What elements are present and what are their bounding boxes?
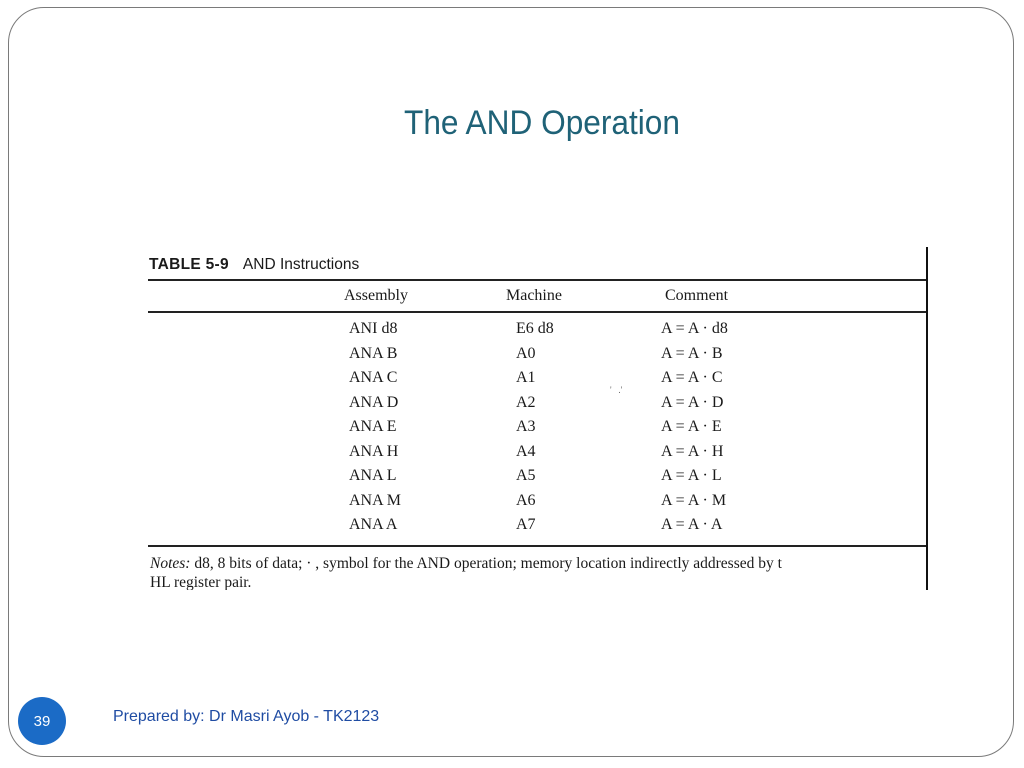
cell-assembly: ANA E xyxy=(349,418,397,435)
cell-machine: E6 d8 xyxy=(516,320,554,337)
slide-title: The AND Operation xyxy=(404,104,680,142)
table-header-rule xyxy=(148,311,928,313)
table-body xyxy=(148,320,928,541)
and-instructions-table xyxy=(148,247,928,590)
notes-label: Notes: xyxy=(150,555,191,572)
table-number: TABLE 5-9 xyxy=(149,256,229,273)
cell-assembly: ANA M xyxy=(349,491,402,509)
cell-assembly: ANA C xyxy=(349,369,398,386)
cell-comment: A = A · D xyxy=(661,393,724,411)
cell-comment: A = A · A xyxy=(661,516,723,533)
table-bottom-rule xyxy=(148,545,928,547)
table-row xyxy=(148,492,928,517)
table-row xyxy=(148,320,928,345)
cell-machine: A1 xyxy=(516,369,536,386)
table-row xyxy=(148,369,928,394)
cell-machine: A0 xyxy=(516,344,536,362)
cell-comment: A = A · H xyxy=(661,442,724,460)
cell-comment: A = A · E xyxy=(661,418,722,435)
cell-machine: A7 xyxy=(516,516,536,533)
header-assembly: Assembly xyxy=(344,287,408,304)
slide-number-badge: 39 xyxy=(18,697,66,745)
cell-assembly: ANA A xyxy=(349,516,398,533)
cell-assembly: ANA H xyxy=(349,442,399,460)
cell-machine: A5 xyxy=(516,467,536,484)
cell-comment: A = A · C xyxy=(661,369,723,386)
table-top-rule xyxy=(148,279,928,281)
table-name: AND Instructions xyxy=(242,256,360,273)
scan-specks: ' .' xyxy=(610,385,623,395)
cell-comment: A = A · d8 xyxy=(661,320,728,337)
notes-line1: d8, 8 bits of data; · , symbol for the AND operation; memory location indirectly addressed by t xyxy=(190,555,782,572)
scan-right-edge xyxy=(926,247,928,590)
cell-machine: A4 xyxy=(516,442,536,460)
table-row xyxy=(148,443,928,468)
cell-machine: A3 xyxy=(516,418,536,435)
table-row xyxy=(148,418,928,443)
cell-comment: A = A · M xyxy=(661,491,727,509)
notes-line2: HL register pair. xyxy=(150,574,252,590)
cell-assembly: ANA L xyxy=(349,467,397,484)
table-notes xyxy=(150,554,782,590)
table-caption xyxy=(149,256,359,274)
table-row xyxy=(148,394,928,419)
table-row xyxy=(148,516,928,541)
cell-machine: A6 xyxy=(516,491,536,509)
header-comment: Comment xyxy=(665,287,729,304)
cell-comment: A = A · B xyxy=(661,344,723,362)
cell-assembly: ANA D xyxy=(349,393,399,411)
cell-assembly: ANA B xyxy=(349,344,398,362)
cell-assembly: ANI d8 xyxy=(349,320,398,337)
cell-machine: A2 xyxy=(516,393,536,411)
cell-comment: A = A · L xyxy=(661,467,722,484)
header-machine: Machine xyxy=(506,287,562,304)
footer-text: Prepared by: Dr Masri Ayob - TK2123 xyxy=(113,708,380,725)
table-row xyxy=(148,345,928,370)
table-row xyxy=(148,467,928,492)
